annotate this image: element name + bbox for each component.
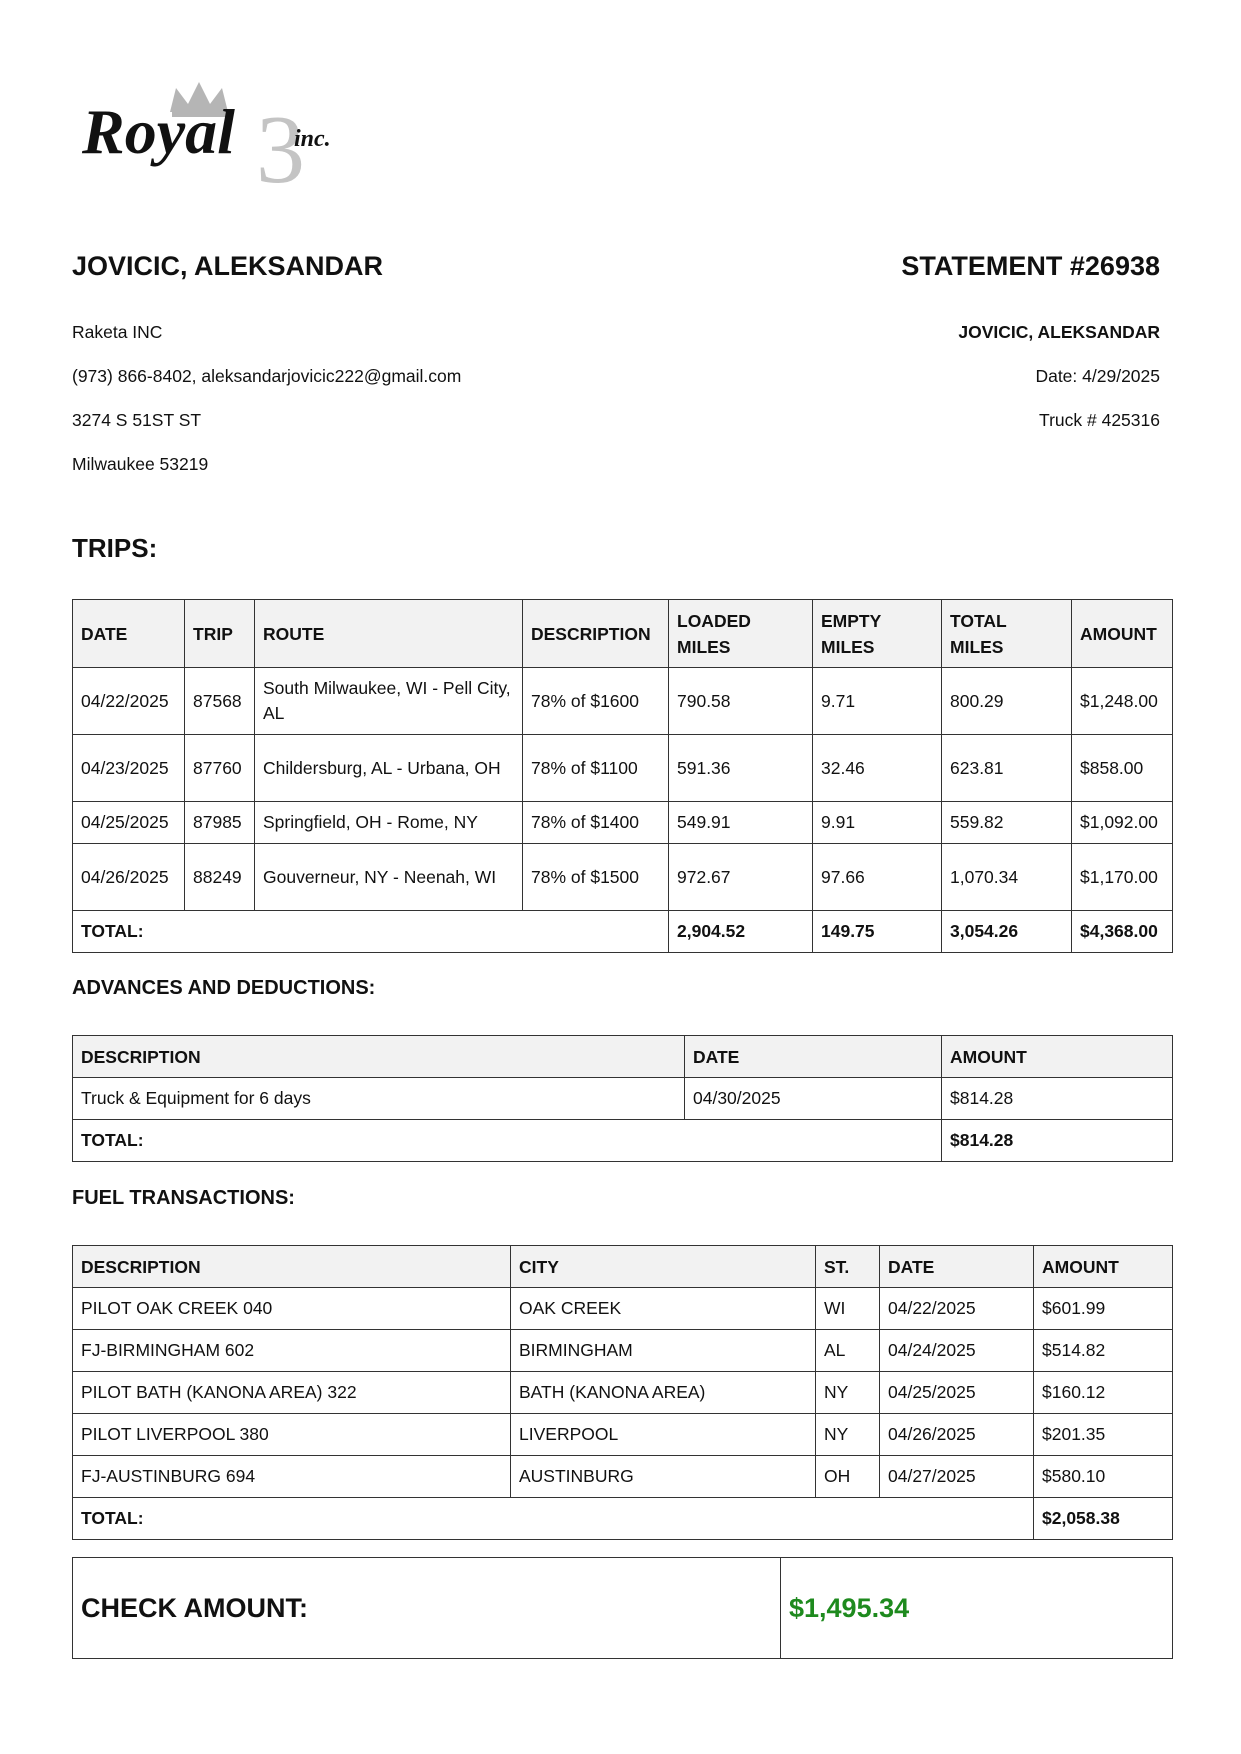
deductions-total-row	[73, 1120, 1173, 1162]
trip-route: Springfield, OH - Rome, NY	[255, 802, 523, 844]
table-row	[73, 1456, 1173, 1498]
fuel-amount: $601.99	[1034, 1288, 1173, 1330]
trip-number: 87760	[185, 735, 255, 802]
trips-total-row	[73, 911, 1173, 953]
statement-truck: Truck # 425316	[1039, 410, 1160, 430]
trip-amount: $1,092.00	[1072, 802, 1173, 844]
deduction-description: Truck & Equipment for 6 days	[73, 1078, 685, 1120]
trip-loaded-miles: 549.91	[669, 802, 813, 844]
fuel-city: BIRMINGHAM	[511, 1330, 816, 1372]
trips-header-row	[73, 600, 1173, 668]
trip-number: 87568	[185, 668, 255, 735]
fuel-city: LIVERPOOL	[511, 1414, 816, 1456]
statement-date: Date: 4/29/2025	[1035, 366, 1160, 386]
fuel-state: NY	[816, 1414, 880, 1456]
trip-total-miles: 1,070.34	[942, 844, 1072, 911]
col-header-date: DATE	[685, 1036, 942, 1078]
trip-amount: $1,248.00	[1072, 668, 1173, 735]
trip-number: 87985	[185, 802, 255, 844]
check-amount-value: $1,495.34	[781, 1558, 1173, 1659]
check-amount-box	[72, 1557, 1173, 1659]
table-row	[73, 1414, 1173, 1456]
deductions-total-label: TOTAL:	[73, 1120, 942, 1162]
fuel-date: 04/27/2025	[880, 1456, 1034, 1498]
trips-total-empty-miles: 149.75	[813, 911, 942, 953]
logo-suffix: inc.	[294, 126, 331, 152]
trip-empty-miles: 9.71	[813, 668, 942, 735]
table-row	[73, 1330, 1173, 1372]
fuel-total-amount: $2,058.38	[1034, 1498, 1173, 1540]
fuel-city: OAK CREEK	[511, 1288, 816, 1330]
col-header-amount: AMOUNT	[1034, 1246, 1173, 1288]
driver-address: 3274 S 51ST ST	[72, 410, 202, 430]
fuel-amount: $514.82	[1034, 1330, 1173, 1372]
company-logo	[78, 78, 408, 188]
trips-total-loaded-miles: 2,904.52	[669, 911, 813, 953]
fuel-date: 04/25/2025	[880, 1372, 1034, 1414]
trip-loaded-miles: 790.58	[669, 668, 813, 735]
fuel-amount: $580.10	[1034, 1456, 1173, 1498]
fuel-description: FJ-AUSTINBURG 694	[73, 1456, 511, 1498]
fuel-state: AL	[816, 1330, 880, 1372]
fuel-description: PILOT BATH (KANONA AREA) 322	[73, 1372, 511, 1414]
fuel-state: NY	[816, 1372, 880, 1414]
logo-numeral: 3	[256, 96, 305, 188]
trip-empty-miles: 32.46	[813, 735, 942, 802]
table-row	[73, 802, 1173, 844]
fuel-date: 04/24/2025	[880, 1330, 1034, 1372]
trip-amount: $858.00	[1072, 735, 1173, 802]
trip-route: South Milwaukee, WI - Pell City, AL	[255, 668, 523, 735]
table-row	[73, 1372, 1173, 1414]
fuel-city: BATH (KANONA AREA)	[511, 1372, 816, 1414]
driver-city: Milwaukee 53219	[72, 454, 209, 474]
trips-total-label: TOTAL:	[73, 911, 669, 953]
check-amount-label: CHECK AMOUNT:	[73, 1558, 781, 1659]
trips-heading: TRIPS:	[72, 533, 158, 563]
col-header-state: ST.	[816, 1246, 880, 1288]
fuel-description: FJ-BIRMINGHAM 602	[73, 1330, 511, 1372]
col-header-total-miles: TOTAL MILES	[942, 600, 1072, 668]
trips-total-total-miles: 3,054.26	[942, 911, 1072, 953]
trip-loaded-miles: 972.67	[669, 844, 813, 911]
fuel-date: 04/22/2025	[880, 1288, 1034, 1330]
statement-title: STATEMENT #26938	[901, 251, 1160, 281]
trip-total-miles: 559.82	[942, 802, 1072, 844]
col-header-trip: TRIP	[185, 600, 255, 668]
deductions-total-amount: $814.28	[942, 1120, 1173, 1162]
fuel-header-row	[73, 1246, 1173, 1288]
fuel-total-label: TOTAL:	[73, 1498, 1034, 1540]
trips-table	[72, 599, 1173, 953]
fuel-description: PILOT OAK CREEK 040	[73, 1288, 511, 1330]
table-row	[73, 1078, 1173, 1120]
fuel-date: 04/26/2025	[880, 1414, 1034, 1456]
trip-total-miles: 623.81	[942, 735, 1072, 802]
driver-info	[72, 310, 461, 486]
fuel-amount: $160.12	[1034, 1372, 1173, 1414]
trip-date: 04/22/2025	[73, 668, 185, 735]
fuel-state: WI	[816, 1288, 880, 1330]
fuel-state: OH	[816, 1456, 880, 1498]
trip-route: Childersburg, AL - Urbana, OH	[255, 735, 523, 802]
col-header-loaded-miles: LOADED MILES	[669, 600, 813, 668]
trip-amount: $1,170.00	[1072, 844, 1173, 911]
trip-description: 78% of $1100	[523, 735, 669, 802]
driver-name-heading: JOVICIC, ALEKSANDAR	[72, 251, 384, 281]
trip-loaded-miles: 591.36	[669, 735, 813, 802]
crown-logo-icon	[78, 78, 408, 188]
trip-empty-miles: 97.66	[813, 844, 942, 911]
col-header-description: DESCRIPTION	[73, 1246, 511, 1288]
trip-route: Gouverneur, NY - Neenah, WI	[255, 844, 523, 911]
deduction-amount: $814.28	[942, 1078, 1173, 1120]
deductions-table	[72, 1035, 1173, 1162]
trip-description: 78% of $1600	[523, 668, 669, 735]
fuel-city: AUSTINBURG	[511, 1456, 816, 1498]
trip-date: 04/25/2025	[73, 802, 185, 844]
table-row	[73, 735, 1173, 802]
check-amount-row	[73, 1558, 1173, 1659]
col-header-route: ROUTE	[255, 600, 523, 668]
col-header-amount: AMOUNT	[942, 1036, 1173, 1078]
trip-description: 78% of $1500	[523, 844, 669, 911]
fuel-description: PILOT LIVERPOOL 380	[73, 1414, 511, 1456]
trips-total-amount: $4,368.00	[1072, 911, 1173, 953]
deduction-date: 04/30/2025	[685, 1078, 942, 1120]
col-header-description: DESCRIPTION	[523, 600, 669, 668]
trip-date: 04/26/2025	[73, 844, 185, 911]
logo-wordmark: Royal	[82, 96, 235, 167]
statement-page	[72, 0, 1172, 1754]
trip-description: 78% of $1400	[523, 802, 669, 844]
fuel-total-row	[73, 1498, 1173, 1540]
driver-contact: (973) 866-8402, aleksandarjovicic222@gmail.com	[72, 366, 462, 386]
fuel-table	[72, 1245, 1173, 1540]
trip-date: 04/23/2025	[73, 735, 185, 802]
col-header-date: DATE	[880, 1246, 1034, 1288]
col-header-city: CITY	[511, 1246, 816, 1288]
trip-total-miles: 800.29	[942, 668, 1072, 735]
deductions-heading: ADVANCES AND DEDUCTIONS:	[72, 977, 376, 999]
fuel-heading: FUEL TRANSACTIONS:	[72, 1187, 295, 1209]
deductions-header-row	[73, 1036, 1173, 1078]
fuel-amount: $201.35	[1034, 1414, 1173, 1456]
col-header-empty-miles: EMPTY MILES	[813, 600, 942, 668]
trip-empty-miles: 9.91	[813, 802, 942, 844]
col-header-amount: AMOUNT	[1072, 600, 1173, 668]
statement-driver-name: JOVICIC, ALEKSANDAR	[958, 322, 1160, 342]
trip-number: 88249	[185, 844, 255, 911]
table-row	[73, 1288, 1173, 1330]
table-row	[73, 668, 1173, 735]
driver-company: Raketa INC	[72, 322, 163, 342]
table-row	[73, 844, 1173, 911]
statement-info	[958, 310, 1160, 442]
col-header-description: DESCRIPTION	[73, 1036, 685, 1078]
col-header-date: DATE	[73, 600, 185, 668]
